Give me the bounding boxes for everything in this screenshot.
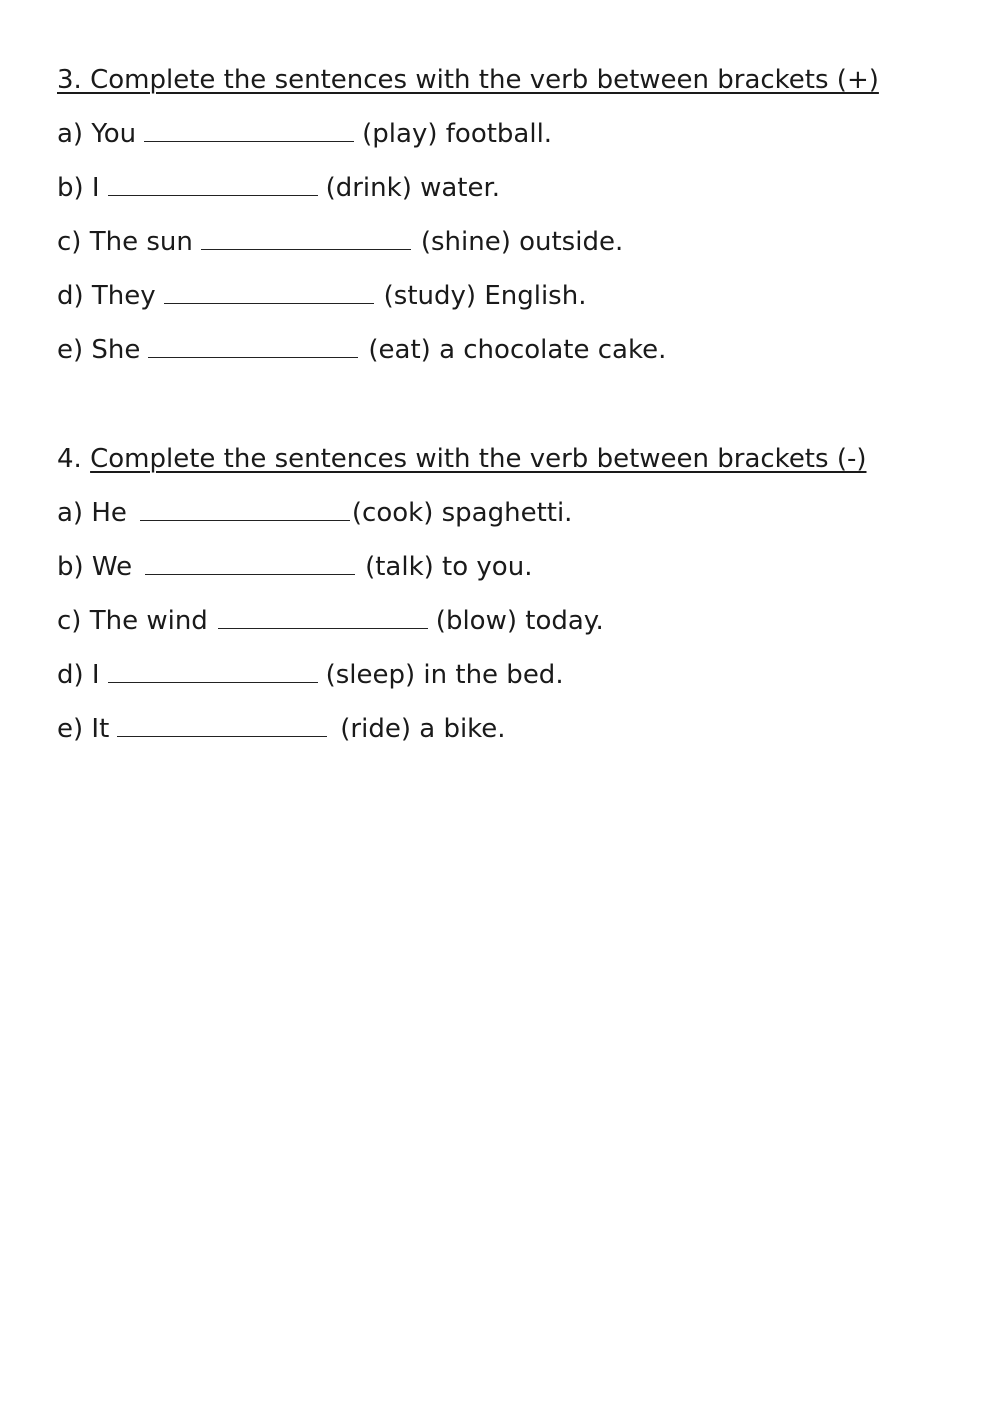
item-suffix: (talk) to you. <box>365 552 533 582</box>
answer-blank[interactable] <box>108 658 318 683</box>
item-prefix: b) We <box>57 552 133 582</box>
exercise-3-item-e <box>57 332 957 368</box>
item-prefix: d) They <box>57 281 156 311</box>
item-prefix: e) It <box>57 714 110 744</box>
item-prefix: c) The sun <box>57 227 193 257</box>
item-prefix: e) She <box>57 335 141 365</box>
item-suffix: (drink) water. <box>325 173 501 203</box>
exercise-4-item-a <box>57 495 957 531</box>
exercise-4-number: 4. <box>57 444 82 474</box>
answer-blank[interactable] <box>117 712 327 737</box>
exercise-4 <box>57 441 957 747</box>
answer-blank[interactable] <box>201 225 411 250</box>
answer-blank[interactable] <box>108 171 318 196</box>
exercise-4-item-e <box>57 711 957 747</box>
item-suffix: (ride) a bike. <box>340 714 506 744</box>
answer-blank[interactable] <box>144 117 354 142</box>
item-suffix: (blow) today. <box>435 606 604 636</box>
item-prefix: c) The wind <box>57 606 208 636</box>
exercise-4-heading <box>57 441 957 477</box>
exercise-3-heading <box>57 62 957 98</box>
exercise-3-item-b <box>57 170 957 206</box>
exercise-4-item-c <box>57 603 957 639</box>
exercise-3-item-d <box>57 278 957 314</box>
answer-blank[interactable] <box>140 496 350 521</box>
item-suffix: (play) football. <box>362 119 553 149</box>
item-prefix: b) I <box>57 173 100 203</box>
exercise-4-item-b <box>57 549 957 585</box>
exercise-4-item-d <box>57 657 957 693</box>
exercise-4-heading-text: Complete the sentences with the verb between brackets (-) <box>90 444 867 474</box>
answer-blank[interactable] <box>148 333 358 358</box>
item-suffix: (shine) outside. <box>420 227 624 257</box>
item-prefix: d) I <box>57 660 100 690</box>
answer-blank[interactable] <box>218 604 428 629</box>
exercise-3-heading-text: 3. Complete the sentences with the verb between brackets (+) <box>57 65 879 95</box>
answer-blank[interactable] <box>164 279 374 304</box>
exercise-3-item-c <box>57 224 957 260</box>
item-suffix: (eat) a chocolate cake. <box>368 335 667 365</box>
item-prefix: a) You <box>57 119 137 149</box>
item-suffix: (sleep) in the bed. <box>325 660 564 690</box>
answer-blank[interactable] <box>145 550 355 575</box>
exercise-3-item-a <box>57 116 957 152</box>
item-prefix: a) He <box>57 498 127 528</box>
item-suffix: (study) English. <box>383 281 587 311</box>
item-suffix: (cook) spaghetti. <box>351 498 573 528</box>
exercise-3 <box>57 62 957 368</box>
